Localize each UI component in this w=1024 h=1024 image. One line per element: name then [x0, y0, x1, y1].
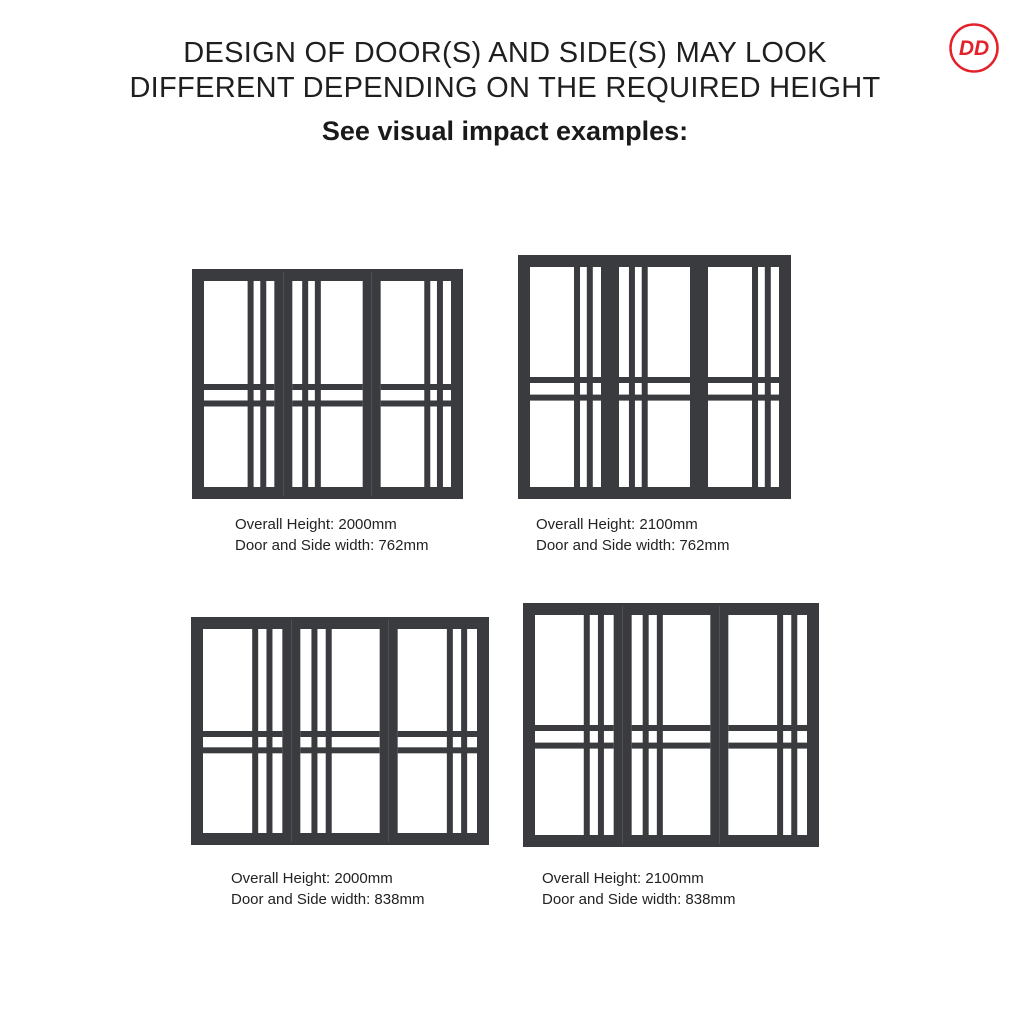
door-side-width-text: Door and Side width: 762mm	[235, 537, 429, 554]
door-side-width-text: Door and Side width: 762mm	[536, 537, 730, 554]
door-panel	[372, 272, 460, 496]
door-panel	[389, 620, 486, 842]
overall-height-text: Overall Height: 2100mm	[542, 870, 704, 887]
door-set-illustration-2	[518, 255, 791, 499]
door-panel	[194, 620, 291, 842]
example-caption-1	[235, 514, 428, 556]
svg-text:DD: DD	[958, 37, 990, 60]
subheading: See visual impact examples:	[321, 116, 689, 146]
door-panel	[291, 620, 388, 842]
door-set-illustration-3	[191, 617, 489, 845]
door-side-width-text: Door and Side width: 838mm	[231, 891, 425, 908]
overall-height-text: Overall Height: 2000mm	[235, 516, 397, 533]
overall-height-text: Overall Height: 2000mm	[231, 870, 393, 887]
example-caption-3	[231, 868, 424, 910]
example-caption-4	[542, 868, 735, 910]
door-panel	[283, 272, 371, 496]
door-panel	[610, 258, 699, 496]
door-panel	[719, 606, 816, 844]
door-panel	[699, 258, 788, 496]
overall-height-text: Overall Height: 2100mm	[536, 516, 698, 533]
door-panel	[623, 606, 720, 844]
door-set-illustration-1	[192, 269, 463, 499]
door-set-illustration-4	[523, 603, 819, 847]
door-panel	[195, 272, 283, 496]
heading-line-2: DIFFERENT DEPENDING ON THE REQUIRED HEIGHT	[129, 72, 881, 104]
door-panel	[526, 606, 623, 844]
door-panel	[521, 258, 610, 496]
example-caption-2	[536, 514, 729, 556]
door-side-width-text: Door and Side width: 838mm	[542, 891, 736, 908]
heading-line-1: DESIGN OF DOOR(S) AND SIDE(S) MAY LOOK	[183, 37, 827, 69]
